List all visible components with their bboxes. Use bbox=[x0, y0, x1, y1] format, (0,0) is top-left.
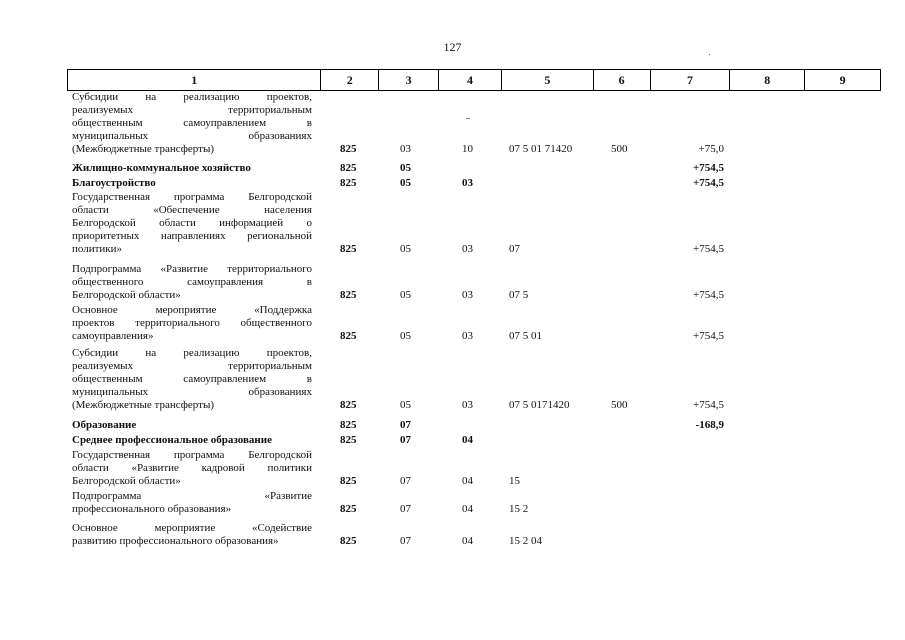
header-cell-8: 8 bbox=[730, 70, 805, 90]
description-line: развитию профессионального образования» bbox=[72, 534, 279, 547]
header-cell-3: 3 bbox=[379, 70, 439, 90]
header-cell-4: 4 bbox=[439, 70, 502, 90]
header-cell-9: 9 bbox=[839, 72, 846, 87]
cell-col-5: 15 bbox=[509, 474, 520, 487]
cell-col-7: -168,9 bbox=[695, 419, 724, 431]
cell-col-6: 500 bbox=[611, 398, 628, 411]
description-line: Подпрограмма «Развитие территориального bbox=[72, 263, 312, 275]
cell-col-2: 825 bbox=[340, 474, 357, 487]
row-description bbox=[72, 177, 312, 190]
cell-col-2: 825 bbox=[340, 288, 357, 301]
row-description bbox=[72, 191, 312, 256]
cell-col-4: 04 bbox=[462, 474, 473, 487]
cell-col-5: 07 5 01 bbox=[509, 329, 542, 342]
description-line: профессионального образования» bbox=[72, 502, 232, 515]
description-line: области «Обеспечение населения bbox=[72, 203, 312, 216]
cell-col-4: 03 bbox=[462, 242, 473, 255]
cell-col-5: 07 5 bbox=[509, 288, 529, 301]
cell-col-3: 05 bbox=[400, 398, 411, 411]
description-line: Государственная программа Белгородской bbox=[72, 449, 312, 461]
description-line: политики» bbox=[72, 242, 123, 255]
header-cell-6: 6 bbox=[594, 70, 651, 90]
cell-col-3: 05 bbox=[400, 329, 411, 342]
description-line: Субсидии на реализацию проектов, bbox=[72, 91, 312, 103]
row-description bbox=[72, 162, 312, 175]
description-line: общественного самоуправления в bbox=[72, 275, 312, 288]
cell-col-4: 03 bbox=[462, 329, 473, 342]
description-line: общественным самоуправлением в bbox=[72, 372, 312, 385]
cell-col-3: 07 bbox=[400, 419, 411, 431]
cell-col-3: 07 bbox=[400, 534, 411, 547]
cell-col-2: 825 bbox=[340, 142, 357, 155]
cell-col-3: 07 bbox=[400, 474, 411, 487]
row-description bbox=[72, 91, 312, 156]
description-line: Среднее профессиональное образование bbox=[72, 434, 272, 446]
description-line: приоритетных направлениях региональной bbox=[72, 229, 312, 242]
description-line: проектов территориального общественного bbox=[72, 316, 312, 329]
description-line: общественным самоуправлением в bbox=[72, 116, 312, 129]
page-number: 127 bbox=[443, 40, 462, 54]
description-line: муниципальных образованиях bbox=[72, 129, 312, 142]
description-line: реализуемых территориальным bbox=[72, 359, 312, 372]
row-description bbox=[72, 263, 312, 302]
cell-col-3: 07 bbox=[400, 434, 411, 446]
cell-col-7: +754,5 bbox=[693, 288, 724, 301]
header-cell-2: 2 bbox=[321, 70, 379, 90]
cell-col-3: 05 bbox=[400, 288, 411, 301]
cell-col-3: 07 bbox=[400, 502, 411, 515]
cell-col-2: 825 bbox=[340, 329, 357, 342]
header-cell-1: 1 bbox=[68, 70, 321, 90]
description-line: Жилищно-коммунальное хозяйство bbox=[72, 162, 251, 174]
cell-col-2: 825 bbox=[340, 419, 357, 431]
description-line: реализуемых территориальным bbox=[72, 103, 312, 116]
cell-col-5: 07 bbox=[509, 242, 520, 255]
cell-col-7: +754,5 bbox=[693, 398, 724, 411]
cell-col-2: 825 bbox=[340, 534, 357, 547]
description-line: области «Развитие кадровой политики bbox=[72, 461, 312, 474]
description-line: (Межбюджетные трансферты) bbox=[72, 398, 214, 411]
cell-col-4: 04 bbox=[462, 502, 473, 515]
cell-col-7: +75,0 bbox=[698, 142, 724, 155]
cell-col-2: 825 bbox=[340, 502, 357, 515]
row-description bbox=[72, 522, 312, 548]
cell-col-5: 07 5 01 71420 bbox=[509, 142, 573, 155]
cell-col-7: +754,5 bbox=[692, 162, 724, 174]
cell-col-4: 03 bbox=[462, 177, 473, 189]
cell-col-4: 10 bbox=[462, 142, 473, 155]
cell-col-2: 825 bbox=[340, 177, 357, 189]
cell-col-3: 05 bbox=[400, 177, 411, 189]
cell-col-2: 825 bbox=[340, 162, 357, 174]
description-line: (Межбюджетные трансферты) bbox=[72, 142, 214, 155]
cell-col-2: 825 bbox=[340, 398, 357, 411]
description-line: Основное мероприятие «Поддержка bbox=[72, 304, 312, 316]
description-line: Основное мероприятие «Содействие bbox=[72, 522, 312, 534]
cell-col-7: +754,5 bbox=[692, 177, 724, 189]
cell-col-5: 07 5 0171420 bbox=[509, 398, 570, 411]
row-description bbox=[72, 434, 312, 447]
cell-col-4: 03 bbox=[462, 398, 473, 411]
description-line: Подпрограмма «Развитие bbox=[72, 490, 312, 502]
row-description bbox=[72, 304, 312, 343]
cell-col-4: 04 bbox=[462, 534, 473, 547]
description-line: Благоустройство bbox=[72, 177, 156, 189]
description-line: самоуправления» bbox=[72, 329, 154, 342]
header-cell-5: 5 bbox=[502, 70, 594, 90]
row-description bbox=[72, 490, 312, 516]
row-description bbox=[72, 347, 312, 412]
description-line: муниципальных образованиях bbox=[72, 385, 312, 398]
cell-col-3: 03 bbox=[400, 142, 411, 155]
row-description bbox=[72, 419, 312, 432]
description-line: Субсидии на реализацию проектов, bbox=[72, 347, 312, 359]
cell-col-7: +754,5 bbox=[693, 329, 724, 342]
cell-col-3: 05 bbox=[400, 242, 411, 255]
cell-col-2: 825 bbox=[340, 434, 357, 446]
cell-col-2: 825 bbox=[340, 242, 357, 255]
cell-col-6: 500 bbox=[611, 142, 628, 155]
cell-col-4: 03 bbox=[462, 288, 473, 301]
cell-col-5: 15 2 bbox=[509, 502, 529, 515]
description-line: Белгородской области» bbox=[72, 288, 181, 301]
description-line: Государственная программа Белгородской bbox=[72, 191, 312, 203]
cell-col-5: 15 2 04 bbox=[509, 534, 542, 547]
row-description bbox=[72, 449, 312, 488]
cell-col-3: 05 bbox=[400, 162, 411, 174]
cell-col-4: 04 bbox=[462, 434, 473, 446]
description-line: Образование bbox=[72, 419, 137, 431]
cell-col-7: +754,5 bbox=[693, 242, 724, 255]
description-line: Белгородской области информацией о bbox=[72, 216, 312, 229]
description-line: Белгородской области» bbox=[72, 474, 181, 487]
header-cell-7: 7 bbox=[651, 70, 731, 90]
